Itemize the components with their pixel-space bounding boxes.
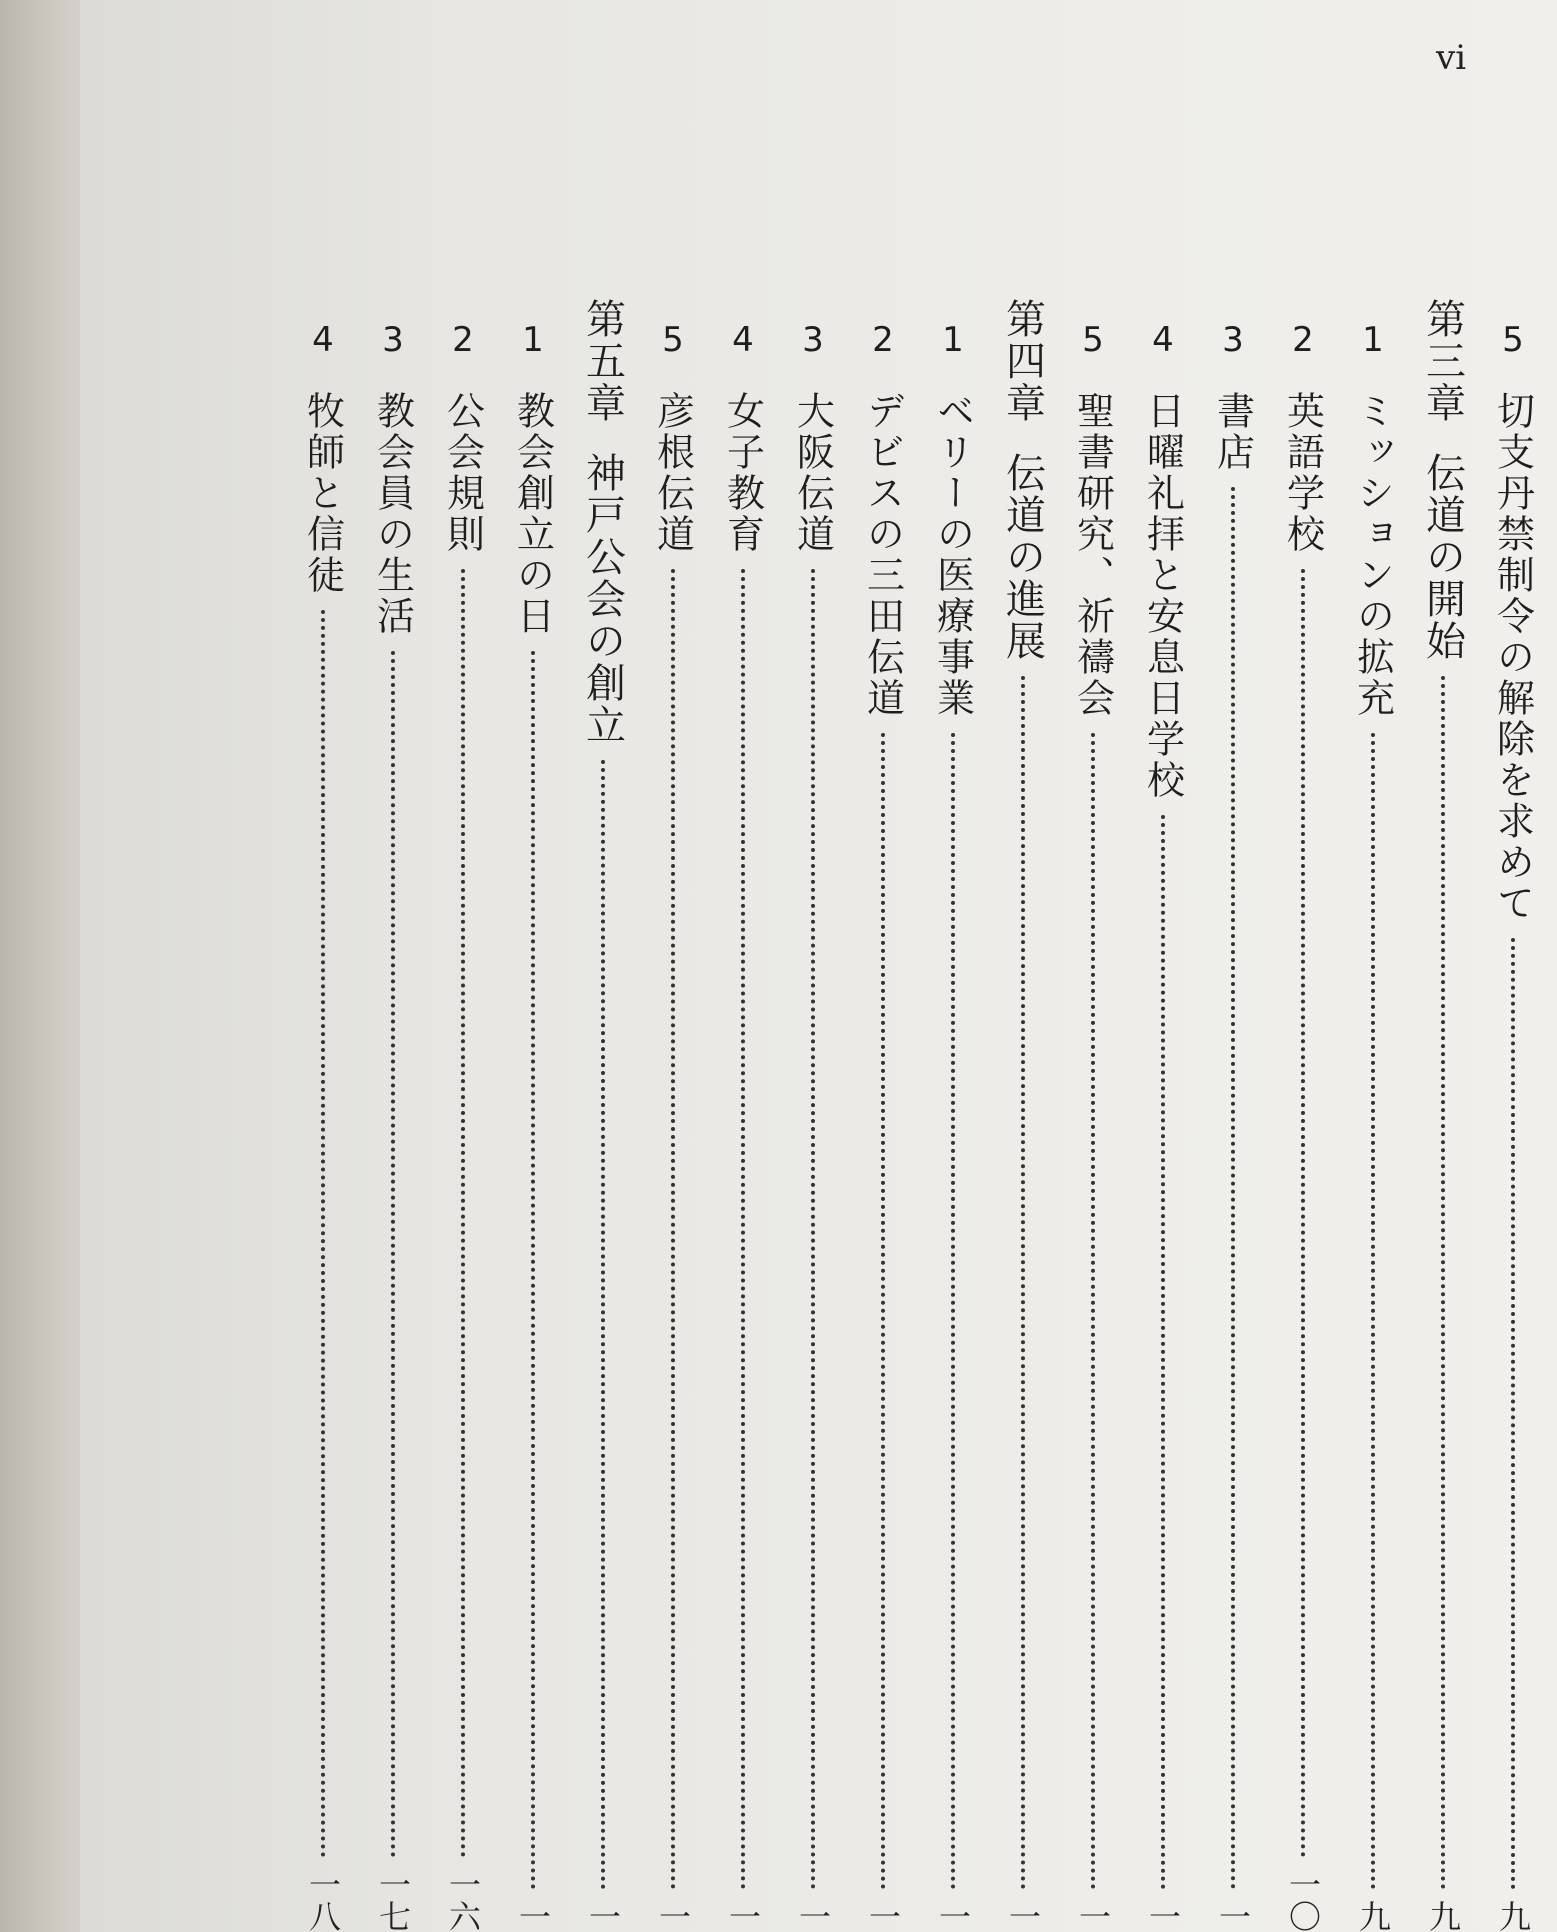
- toc-chapter: [1411, 298, 1475, 1932]
- section-number: 5: [653, 320, 693, 363]
- section-title: ベリーの医療事業: [930, 391, 975, 719]
- toc-entry: [711, 320, 775, 1932]
- table-of-contents: [255, 298, 1545, 1932]
- section-number: 2: [863, 320, 903, 363]
- page-ref: 一: [514, 1900, 552, 1932]
- section-number: 3: [373, 320, 413, 363]
- chapter-title: 伝道の進展: [999, 452, 1046, 662]
- section-number: 3: [793, 320, 833, 363]
- dot-leader: [1021, 676, 1025, 1890]
- page-ref: 九: [1354, 1900, 1392, 1932]
- section-number: 4: [1143, 320, 1183, 363]
- dot-leader: [391, 651, 395, 1858]
- section-title: 彦根伝道: [650, 391, 695, 555]
- section-title: デビスの三田伝道: [860, 391, 905, 719]
- section-title: 女子教育: [720, 391, 765, 555]
- page-ref: 一: [1074, 1900, 1112, 1932]
- dot-leader: [811, 569, 815, 1890]
- toc-entry: [501, 320, 565, 1932]
- page-number: vi: [1436, 38, 1467, 78]
- page-ref: 一: [1004, 1900, 1042, 1932]
- section-number: 5: [1493, 320, 1533, 363]
- page-ref: 一: [654, 1900, 692, 1932]
- page-ref: 一: [724, 1900, 762, 1932]
- toc-entry: [1341, 320, 1405, 1932]
- section-title: 切支丹禁制令の解除を求めて: [1490, 391, 1535, 924]
- section-title: 聖書研究、祈禱会: [1070, 391, 1115, 719]
- section-title: 公会規則: [440, 391, 485, 555]
- toc-entry: [361, 320, 425, 1932]
- section-title: ミッションの拡充: [1350, 391, 1395, 719]
- chapter-number: 第三章: [1419, 298, 1466, 424]
- dot-leader: [321, 610, 325, 1858]
- section-number: 2: [443, 320, 483, 363]
- section-number: 1: [933, 320, 973, 363]
- page-ref: 一〇: [1284, 1868, 1322, 1932]
- section-number: 2: [1283, 320, 1323, 363]
- chapter-title: 神戸公会の創立: [579, 452, 626, 746]
- section-title: 日曜礼拝と安息日学校: [1140, 391, 1185, 801]
- chapter-number: 第五章: [579, 298, 626, 424]
- toc-entry: [1201, 320, 1265, 1932]
- dot-leader: [461, 569, 465, 1858]
- dot-leader: [601, 760, 605, 1890]
- book-gutter: [0, 0, 80, 1932]
- section-title: 書店: [1210, 391, 1255, 473]
- dot-leader: [1371, 733, 1375, 1890]
- section-number: 1: [513, 320, 553, 363]
- page-ref: 一六: [444, 1868, 482, 1932]
- toc-entry: [921, 320, 985, 1932]
- toc-entry: [1481, 320, 1545, 1932]
- dot-leader: [951, 733, 955, 1890]
- page-ref: 一: [584, 1900, 622, 1932]
- toc-entry: [291, 320, 355, 1932]
- dot-leader: [1301, 569, 1305, 1858]
- section-number: 5: [1073, 320, 1113, 363]
- section-title: 牧師と信徒: [300, 391, 345, 596]
- page-ref: 一: [1214, 1900, 1252, 1932]
- page-ref: 一: [1144, 1900, 1182, 1932]
- page-ref: 一: [794, 1900, 832, 1932]
- dot-leader: [671, 569, 675, 1890]
- page-ref: 九: [1424, 1900, 1462, 1932]
- toc-entry: [641, 320, 705, 1932]
- page-ref: 九: [1494, 1900, 1532, 1932]
- dot-leader: [531, 651, 535, 1890]
- section-number: 3: [1213, 320, 1253, 363]
- section-title: 教会員の生活: [370, 391, 415, 637]
- dot-leader: [1161, 815, 1165, 1890]
- dot-leader: [1441, 676, 1445, 1890]
- section-number: 1: [1353, 320, 1393, 363]
- toc-page: [80, 0, 1557, 1932]
- toc-chapter: [991, 298, 1055, 1932]
- toc-entry: [851, 320, 915, 1932]
- page-ref: 一八: [304, 1868, 342, 1932]
- toc-entry: [431, 320, 495, 1932]
- toc-chapter: [571, 298, 635, 1932]
- section-title: 大阪伝道: [790, 391, 835, 555]
- toc-entry: [1061, 320, 1125, 1932]
- chapter-number: 第四章: [999, 298, 1046, 424]
- page-ref: 一: [934, 1900, 972, 1932]
- section-number: 4: [723, 320, 763, 363]
- toc-entry: [1271, 320, 1335, 1932]
- dot-leader: [741, 569, 745, 1890]
- dot-leader: [1511, 938, 1515, 1890]
- dot-leader: [1231, 487, 1235, 1890]
- page-ref: 一: [864, 1900, 902, 1932]
- section-number: 4: [303, 320, 343, 363]
- section-title: 英語学校: [1280, 391, 1325, 555]
- page-ref: 一七: [374, 1868, 412, 1932]
- chapter-title: 伝道の開始: [1419, 452, 1466, 662]
- dot-leader: [1091, 733, 1095, 1890]
- section-title: 教会創立の日: [510, 391, 555, 637]
- dot-leader: [881, 733, 885, 1890]
- toc-entry: [781, 320, 845, 1932]
- toc-entry: [1131, 320, 1195, 1932]
